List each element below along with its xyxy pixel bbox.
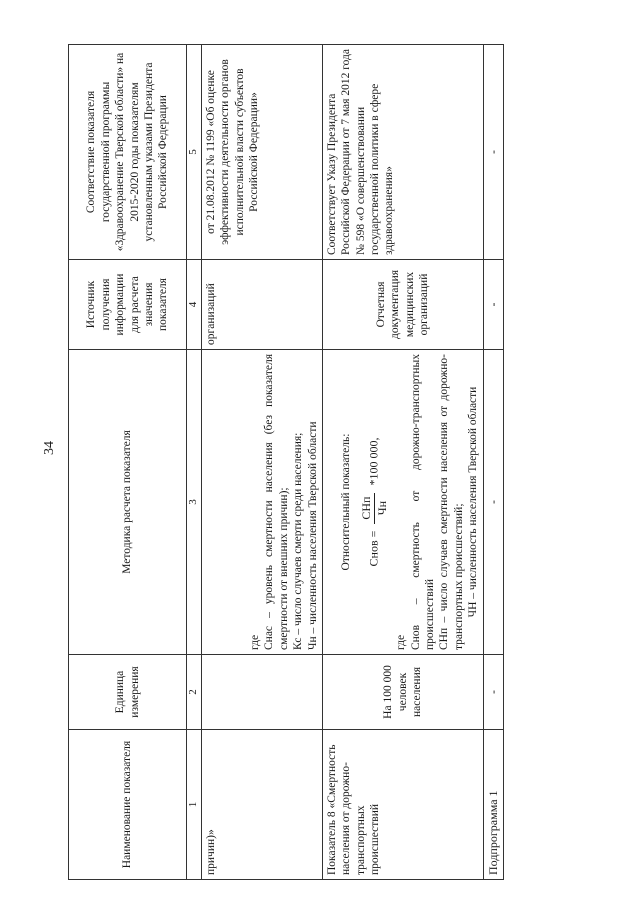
unit-text: На 100 000 человек населения [382,665,423,719]
header-indicator-name: Наименование показателя [69,730,187,880]
method-line: ЧН – численность населения Тверской области [467,386,480,618]
header-source: Источник получения информации для расчета значения показателя [69,260,187,350]
formula-right: *100 000, [366,437,381,486]
source-cell: - [483,260,503,350]
page-number: 34 [42,441,57,455]
formula-left: Снов = [366,530,381,567]
col-number: 1 [187,730,202,880]
compliance-cell: - [483,45,503,260]
indicator-name-cell: причин)» [202,730,323,880]
method-cell [322,350,483,655]
method-line: Кс – число случаев смерти среди населения; [292,432,305,650]
header-compliance: Соответствие показателя государственной программы «Здравоохранение Тверской области» на 2015-2020 годы показателям установленным указами Президента Российской Федерации [69,45,187,260]
method-line: Снов – смертность от дорожно-транспортных происшествий [409,354,436,650]
table-row-subprogram [483,45,503,880]
compliance-cell: Соответствует Указу Президента Российской Федерации от 7 мая 2012 года № 598 «О совершенствовании государственной политики в сфере здравоохранения» [322,45,483,260]
unit-cell: - [483,655,503,730]
source-text: Отчетная документация медицинских организаций [374,269,431,340]
header-method: Методика расчета показателя [69,350,187,655]
header-unit: Единица измерения [69,655,187,730]
indicator-name-cell: Показатель 8 «Смертность населения от дорожно-транспортных происшествий [322,730,483,880]
method-line: Чн – численность населения Тверской области [306,421,319,650]
col-number: 2 [187,655,202,730]
formula-numerator: СНп [359,493,375,524]
table-header-row [69,45,187,880]
subprogram-name-cell: Подпрограмма 1 [483,730,503,880]
source-cell [322,260,483,350]
col-number: 3 [187,350,202,655]
method-cell: - [483,350,503,655]
formula [359,354,390,650]
table-row-continued [202,45,323,880]
method-where: где [395,634,408,650]
formula-denominator: Чн [375,500,390,516]
method-line: Снас – уровень смертности населения (без показателя смертности от внешних причин); [263,354,290,650]
col-number: 5 [187,45,202,260]
method-where: где [249,634,261,650]
unit-cell [202,655,323,730]
unit-cell [322,655,483,730]
indicators-table [68,44,504,880]
rotated-table-container [68,45,588,880]
formula-fraction [359,493,390,524]
column-number-row [187,45,202,880]
method-title: Относительный показатель: [339,433,352,571]
method-line: СНп – число случаев смертности населения от дорожно-транспортных происшествий; [438,354,465,650]
compliance-cell: от 21.08.2012 № 1199 «Об оценке эффективности деятельности органов исполнительной власти субъектов Российской Федерации» [202,45,323,260]
method-cell [202,350,323,655]
source-cell: организаций [202,260,323,350]
col-number: 4 [187,260,202,350]
table-row-indicator-8 [322,45,483,880]
